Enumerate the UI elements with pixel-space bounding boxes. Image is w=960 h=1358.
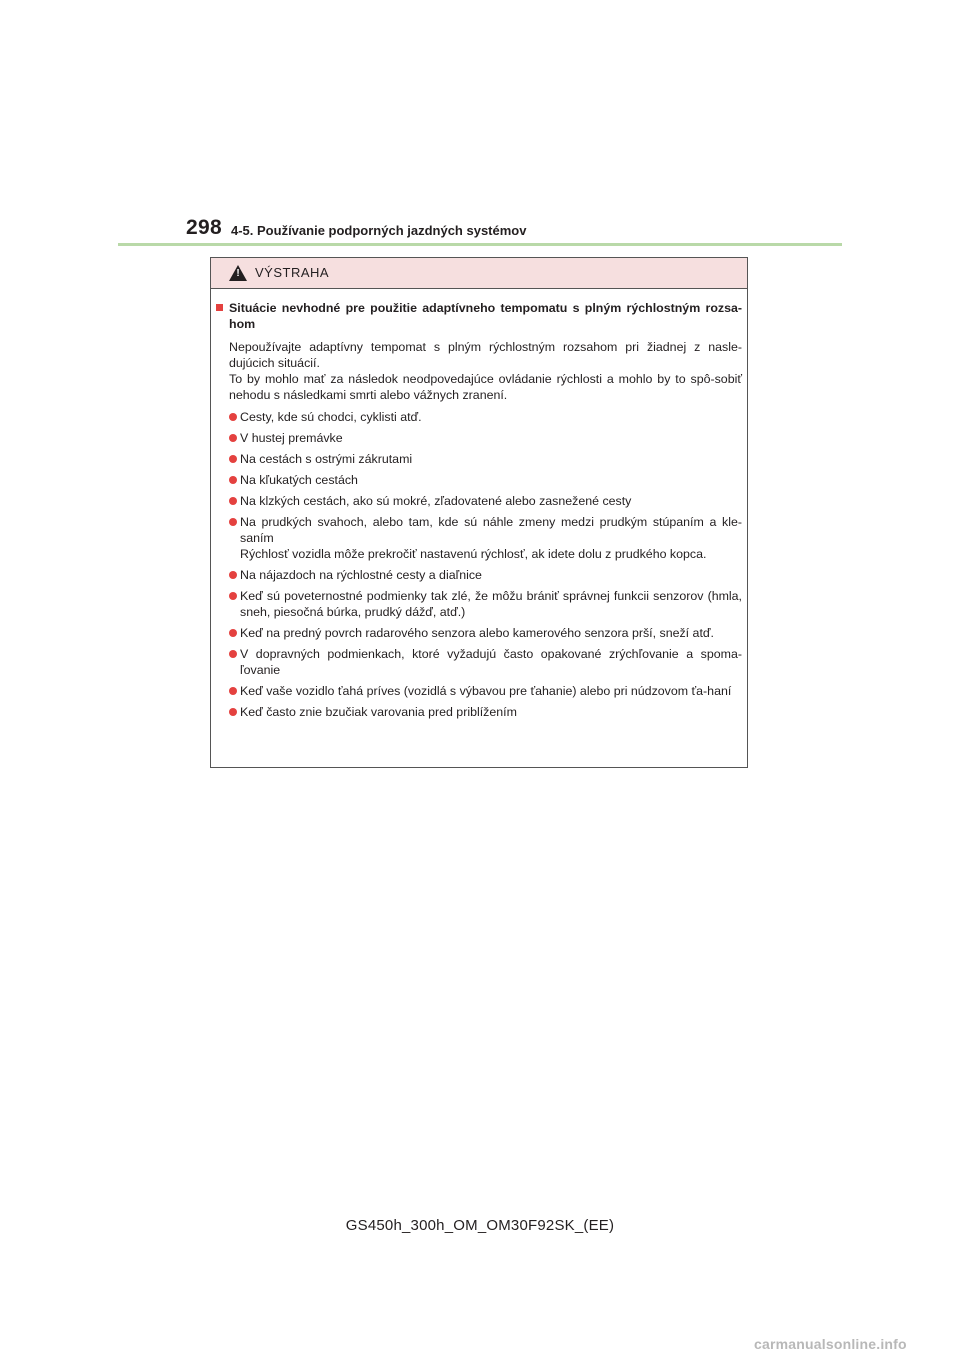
warning-box (210, 257, 748, 768)
list-item (216, 588, 742, 620)
list-item (216, 430, 742, 446)
circle-bullet-icon (229, 708, 237, 716)
warning-body (211, 289, 747, 720)
warning-heading-text: Situácie nevhodné pre použitie adaptívneho tempomatu s plným rýchlostným rozsa-hom (229, 301, 742, 331)
list-item (216, 704, 742, 720)
list-item-text: Keď sú poveternostné podmienky tak zlé, že môžu brániť správnej funkcii senzorov (hmla, sneh, piesočná búrka, prudký dážď, atď.) (240, 589, 742, 619)
circle-bullet-icon (229, 497, 237, 505)
list-item (216, 451, 742, 467)
list-item-note: Rýchlosť vozidla môže prekročiť nastavenú rýchlosť, ak idete dolu z prudkého kopca. (240, 547, 707, 561)
list-item (216, 625, 742, 641)
circle-bullet-icon (229, 434, 237, 442)
list-item-text: Keď na predný povrch radarového senzora alebo kamerového senzora prší, sneží atď. (240, 626, 714, 640)
list-item-text: Na klzkých cestách, ako sú mokré, zľadovatené alebo zasnežené cesty (240, 494, 632, 508)
circle-bullet-icon (229, 650, 237, 658)
list-item-text: V dopravných podmienkach, ktoré vyžadujú často opakované zrýchľovanie a spoma-ľovanie (240, 647, 742, 677)
paragraph-line: Nepoužívajte adaptívny tempomat s plným rýchlostným rozsahom pri žiadnej z nasle-dujúcich situácií. (229, 340, 742, 370)
list-item (216, 409, 742, 425)
circle-bullet-icon (229, 571, 237, 579)
warning-title: VÝSTRAHA (255, 265, 330, 280)
list-item-text: Keď často znie bzučiak varovania pred priblížením (240, 705, 517, 719)
list-item (216, 567, 742, 583)
section-title: 4-5. Používanie podporných jazdných systémov (231, 223, 527, 238)
warning-header (211, 258, 747, 289)
list-item-text: Cesty, kde sú chodci, cyklisti atď. (240, 410, 422, 424)
list-item (216, 683, 742, 699)
warning-heading (216, 300, 742, 332)
warning-triangle-icon: ! (229, 265, 247, 281)
circle-bullet-icon (229, 687, 237, 695)
list-item-text: Na kľukatých cestách (240, 473, 358, 487)
list-item-text: Na nájazdoch na rýchlostné cesty a diaľnice (240, 568, 482, 582)
list-item-text (240, 514, 742, 562)
list-item-text: Keď vaše vozidlo ťahá príves (vozidlá s výbavou pre ťahanie) alebo pri núdzovom ťa-haní (240, 684, 732, 698)
list-item (216, 514, 742, 562)
list-item (216, 646, 742, 678)
bullet-list (216, 409, 742, 720)
list-item (216, 493, 742, 509)
list-item-text: V hustej premávke (240, 431, 343, 445)
page-number: 298 (186, 216, 222, 239)
circle-bullet-icon (229, 455, 237, 463)
paragraph-line: To by mohlo mať za následok neodpovedajúce ovládanie rýchlosti a mohlo by to spô-sobiť nehodu s následkami smrti alebo vážnych zranení. (229, 372, 742, 402)
site-watermark: carmanualsonline.info (754, 1336, 907, 1352)
circle-bullet-icon (229, 413, 237, 421)
circle-bullet-icon (229, 518, 237, 526)
header-divider (118, 243, 842, 246)
list-item-main: Na prudkých svahoch, alebo tam, kde sú náhle zmeny medzi prudkým stúpaním a kle-saním (240, 515, 742, 545)
warning-paragraph (229, 339, 742, 403)
circle-bullet-icon (229, 592, 237, 600)
circle-bullet-icon (229, 629, 237, 637)
circle-bullet-icon (229, 476, 237, 484)
list-item (216, 472, 742, 488)
square-bullet-icon (216, 304, 223, 311)
footer-model-code: GS450h_300h_OM_OM30F92SK_(EE) (345, 1217, 615, 1234)
list-item-text: Na cestách s ostrými zákrutami (240, 452, 413, 466)
